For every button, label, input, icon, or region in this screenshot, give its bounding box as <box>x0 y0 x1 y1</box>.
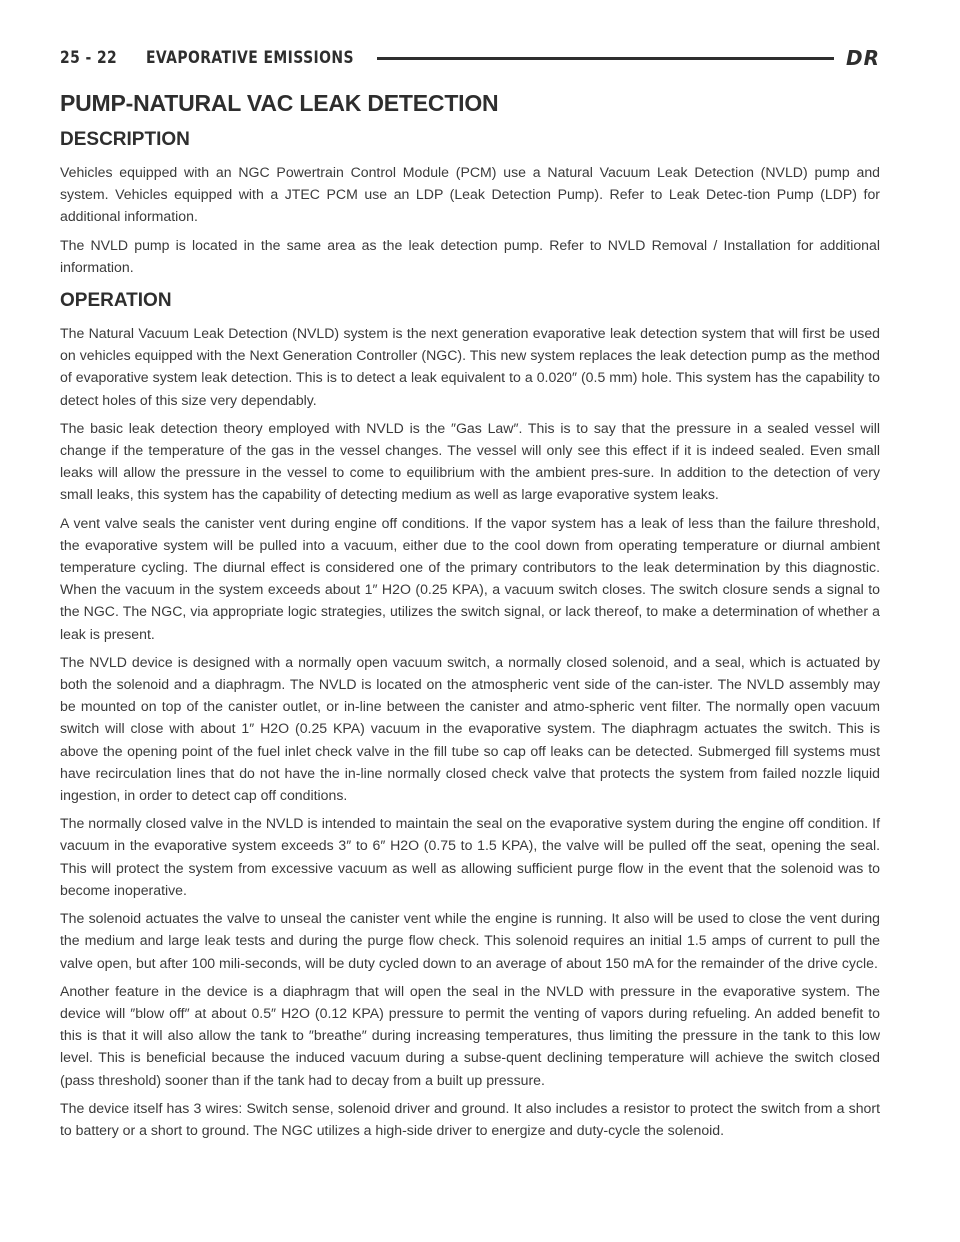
header-rule <box>377 57 834 60</box>
operation-paragraph: The NVLD device is designed with a normally open vacuum switch, a normally closed solenoid, and a seal, which is actuated by both the solenoid and a diaphragm. The NVLD is located on the atmospheric vent side of the can-ister. The NVLD assembly may be mounted on top of the canister outlet, or in-line between the canister and atmo-spheric vent filter. The normally open vacuum switch will close with about 1″ H2O (0.25 KPA) vacuum in the evaporative system. The diaphragm actuates the switch. This is above the opening point of the fuel inlet check valve in the fill tube so cap off leaks can be detected. Submerged fill systems must have recirculation lines that do not have the in-line normally closed check valve that protects the system from failed nozzle liquid ingestion, in order to detect cap off conditions. <box>60 653 880 804</box>
operation-paragraph: The basic leak detection theory employed with NVLD is the ″Gas Law″. This is to say that the pressure in a sealed vessel will change if the temperature of the gas in the vessel changes. The vessel will only see this effect if it is indeed sealed. Even small leaks will allow the pressure in the vessel to come to equilibrium with the ambient pres-sure. In addition to the detection of very small leaks, this system has the capability of detecting medium as well as large evaporative system leaks. <box>60 419 880 503</box>
model-code: DR <box>845 46 880 70</box>
description-paragraph: The NVLD pump is located in the same area as the leak detection pump. Refer to NVLD Removal / Installation for additional information. <box>60 236 880 275</box>
operation-paragraph: A vent valve seals the canister vent during engine off conditions. If the vapor system has a leak of less than the failure threshold, the evaporative system will be pulled into a vacuum, either due to the cool down from operating temperature or diurnal ambient temperature cycling. The diurnal effect is considered one of the primary contributors to the leak determination by this diagnostic. When the vacuum in the system exceeds about 1″ H2O (0.25 KPA), a vacuum switch closes. The switch closure sends a signal to the NGC. The NGC, via appropriate logic strategies, utilizes the switch signal, or lack thereof, to make a determination of whether a leak is present. <box>60 514 880 642</box>
operation-paragraph: The normally closed valve in the NVLD is intended to maintain the seal on the evaporative system during the engine off condition. If vacuum in the evaporative system exceeds 3″ to 6″ H2O (0.75 to 1.5 KPA), the valve will be pulled off the seat, opening the seal. This will protect the system from excessive vacuum as well as allowing sufficient purge flow in the event that the solenoid was to become inoperative. <box>60 815 880 898</box>
description-heading: DESCRIPTION <box>60 129 190 150</box>
operation-paragraph: The Natural Vacuum Leak Detection (NVLD) system is the next generation evaporative leak detection system that will first be used on vehicles equipped with the Next Generation Controller (NGC). This new system replaces the leak detection pump as the method of evaporative system leak detection. This is to detect a leak equivalent to a 0.020″ (0.5 mm) hole. This system has the capability to detect holes of this size very dependably. <box>60 325 880 408</box>
page-number: 25 - 22 <box>60 48 118 68</box>
manual-page <box>60 40 880 1147</box>
operation-paragraph: The solenoid actuates the valve to unseal the canister vent while the engine is running. It also will be used to close the vent during the medium and large leak tests and during the purge flow check. This solenoid requires an initial 1.5 amps of current to pull the valve open, but after 100 mili-seconds, will be duty cycled down to an average of about 150 mA for the remainder of the drive cycle. <box>60 910 880 971</box>
section-title: EVAPORATIVE EMISSIONS <box>145 48 354 68</box>
page-title: PUMP-NATURAL VAC LEAK DETECTION <box>60 90 499 116</box>
operation-heading: OPERATION <box>60 290 172 312</box>
operation-paragraph: The device itself has 3 wires: Switch sense, solenoid driver and ground. It also includes a resistor to protect the switch from a short to battery or a short to ground. The NGC utilizes a high-side driver to energize and duty-cycle the solenoid. <box>60 1099 880 1138</box>
running-header <box>60 40 880 76</box>
operation-paragraph: Another feature in the device is a diaphragm that will open the seal in the NVLD with pressure in the evaporative system. The device will ″blow off″ at about 0.5″ H2O (0.12 KPA) pressure to permit the venting of vapors during refueling. An added benefit to this is that it will also allow the tank to ″breathe″ during increasing temperatures, thus limiting the pressure in the tank to this low level. This is beneficial because the induced vacuum during a subse-quent declining temperature will achieve the switch closed (pass threshold) sooner than if the tank had to decay from a built up pressure. <box>60 982 880 1088</box>
description-paragraph: Vehicles equipped with an NGC Powertrain Control Module (PCM) use a Natural Vacuum Leak Detection (NVLD) pump and system. Vehicles equipped with a JTEC PCM use an LDP (Leak Detection Pump). Refer to Leak Detec-tion Pump (LDP) for additional information. <box>60 164 880 225</box>
